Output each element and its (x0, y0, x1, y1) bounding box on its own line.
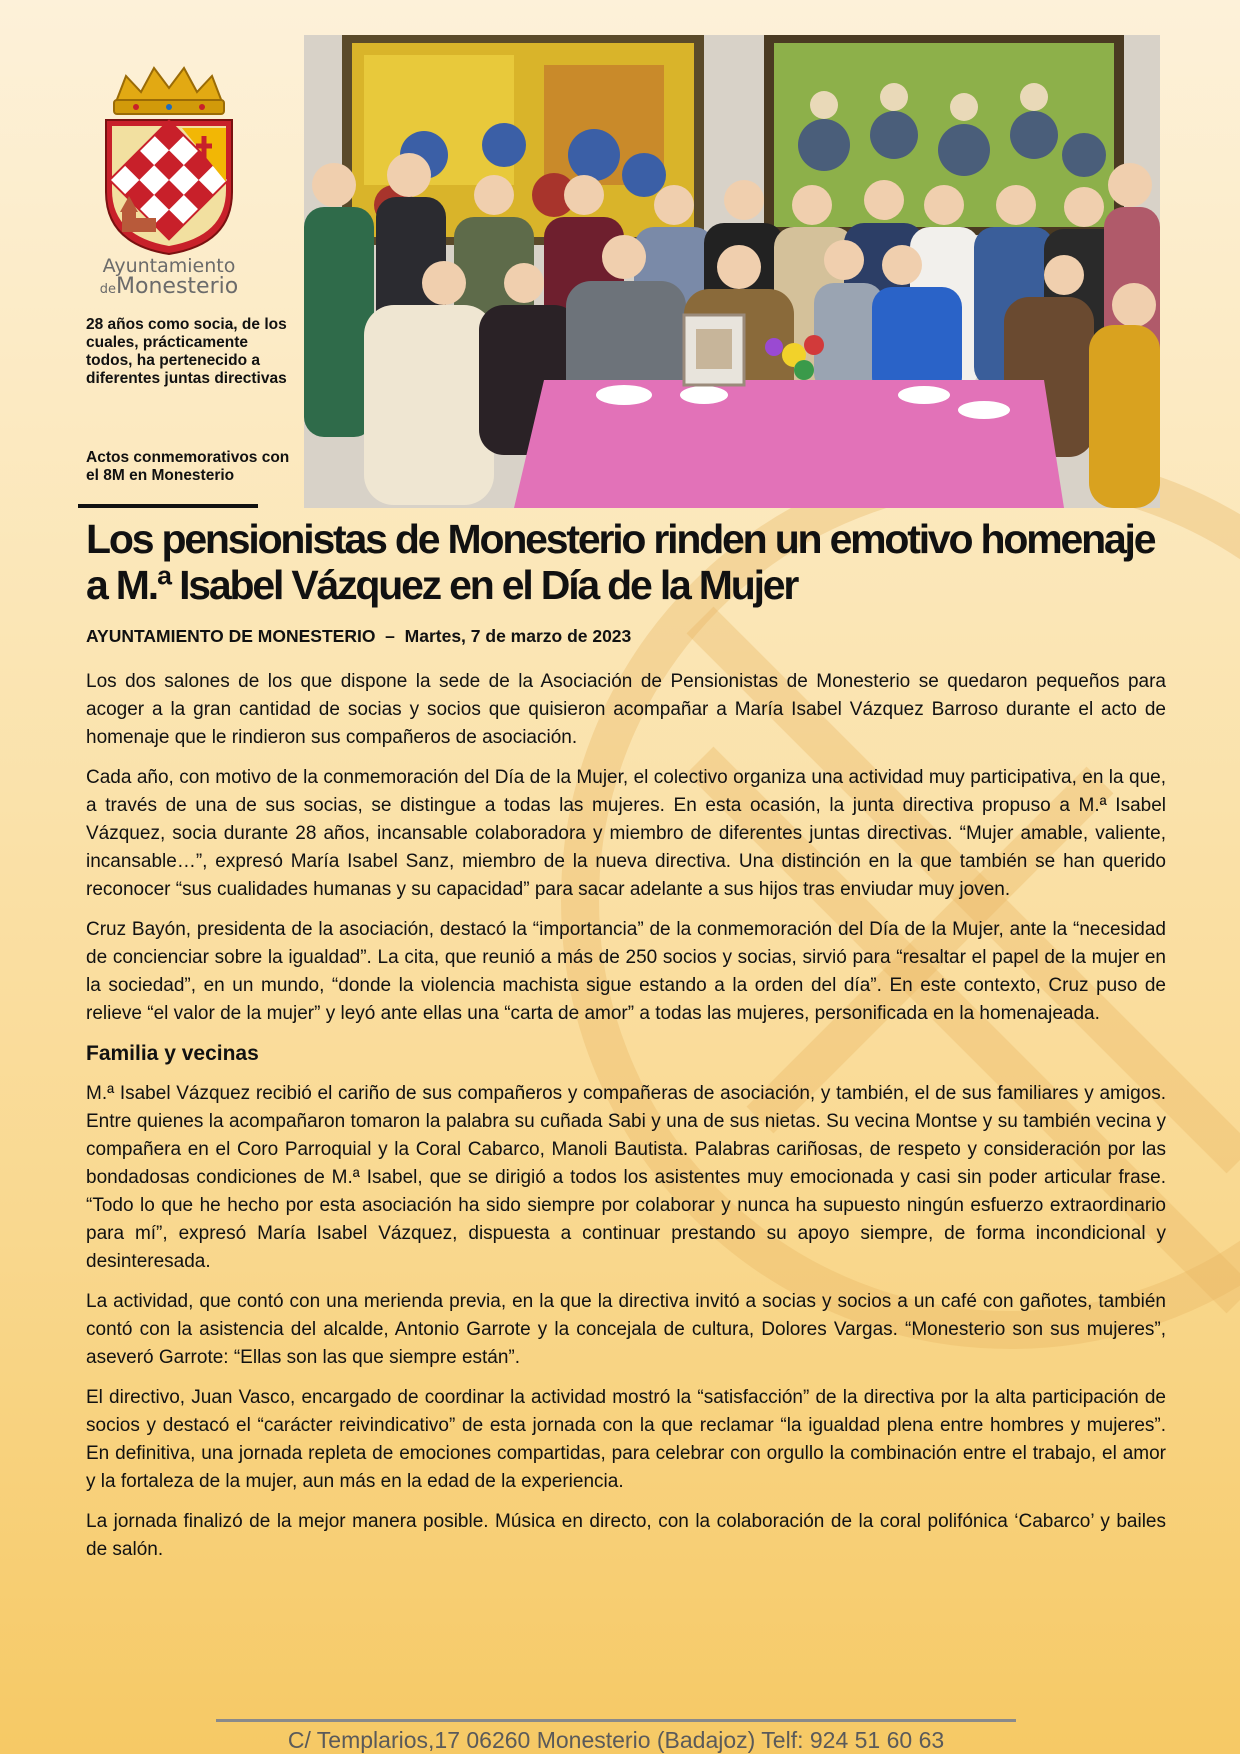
article-paragraph: El directivo, Juan Vasco, encargado de coordinar la actividad mostró la “satisfacción” de la directiva por la alta participación de socios y destacó el “carácter reivindicativo” de esta jornada con la que reclamar “la igualdad plena entre hombres y mujeres”. En definitiva, una jornada repleta de emociones compartidas, para celebrar con orgullo la combinación entre el trabajo, el amor y la fortaleza de la mujer, aun más en la edad de la experiencia. (86, 1387, 1166, 1492)
group-photo (304, 35, 1160, 508)
article-paragraph: La jornada finalizó de la mejor manera posible. Música en directo, con la colaboración de la coral polifónica ‘Cabarco’ y bailes de salón. (86, 1511, 1166, 1560)
article-body (86, 668, 1166, 1576)
article-source: AYUNTAMIENTO DE MONESTERIO (86, 626, 376, 646)
sidebar-divider (78, 504, 258, 508)
article-byline (86, 626, 631, 647)
article-paragraph: La actividad, que contó con una merienda previa, en la que la directiva invitó a socias y socios a un café con gañotes, también contó con la asistencia del alcalde, Antonio Garrote y la concejala de cultura, Dolores Vargas. “Monesterio son sus mujeres”, aseveró Garrote: “Ellas son las que siempre están”. (86, 1291, 1166, 1368)
sidebar-note-years: 28 años como socia, de los cuales, prácticamente todos, ha pertenecido a diferentes juntas directivas (86, 316, 287, 387)
byline-separator: – (385, 626, 395, 646)
article-paragraph: Cruz Bayón, presidenta de la asociación, destacó la “importancia” de la conmemoración del Día de la Mujer, ante la “necesidad de concienciar sobre la igualdad”. La cita, que reunió a más de 250 socios y socias, sirvió para “resaltar el papel de la mujer en la sociedad”, en un mundo, “donde la violencia machista sigue estando a la orden del día”. En este contexto, Cruz puso de relieve “el valor de la mujer” y leyó ante ellas una “carta de amor” a todas las mujeres, personificada en la homenajeada. (86, 919, 1166, 1024)
logo-line-monesterio: Monesterio (116, 274, 239, 299)
coat-of-arms-icon (96, 62, 242, 257)
logo-wordmark (96, 257, 242, 298)
sidebar-note-acts: Actos conmemorativos con el 8M en Monesterio (86, 449, 290, 484)
article-paragraph: Los dos salones de los que dispone la sede de la Asociación de Pensionistas de Monesterio se quedaron pequeños para acoger a la gran cantidad de socias y socios que quisieron acompañar a María Isabel Vázquez Barroso durante el acto de homenaje que le rindieron sus compañeros de asociación. (86, 671, 1166, 748)
municipal-logo (96, 62, 242, 298)
article-date: Martes, 7 de marzo de 2023 (404, 626, 632, 646)
logo-line-ayuntamiento: Ayuntamiento (102, 255, 236, 277)
article-paragraph: M.ª Isabel Vázquez recibió el cariño de sus compañeros y compañeras de asociación, y también, el de sus familiares y amigos. Entre quienes la acompañaron tomaron la palabra su cuñada Sabi y una de sus nietas. Su vecina Montse y su también vecina y compañera en el Coro Parroquial y la Coral Cabarco, Manoli Bautista. Palabras cariñosas, de respeto y consideración por las bondadosas condiciones de M.ª Isabel, que se dirigió a todos los asistentes muy emocionada y casi sin poder articular frase. “Todo lo que he hecho por esta asociación ha sido siempre por colaborar y nunca ha supuesto ningún esfuerzo extraordinario para mí”, expresó María Isabel Vázquez, dispuesta a continuar prestando su apoyo siempre, de forma incondicional y desinteresada. (86, 1083, 1166, 1272)
article-subheading: Familia y vecinas (86, 1042, 259, 1065)
article-headline: Los pensionistas de Monesterio rinden un emotivo homenaje a M.ª Isabel Vázquez en el Día de la Mujer (86, 516, 1155, 608)
footer-address: C/ Templarios,17 06260 Monesterio (Badajoz) Telf: 924 51 60 63 (287, 1727, 945, 1753)
article-paragraph: Cada año, con motivo de la conmemoración del Día de la Mujer, el colectivo organiza una actividad muy participativa, en la que, a través de una de sus socias, se distingue a todas las mujeres. En esta ocasión, la junta directiva propuso a M.ª Isabel Vázquez, socia durante 28 años, incansable colaboradora y miembro de diferentes juntas directivas. “Mujer amable, valiente, incansable…”, expresó María Isabel Sanz, miembro de la nueva directiva. Una distinción en la que también se han querido reconocer “sus cualidades humanas y su capacidad” para sacar adelante a sus hijos tras enviudar muy joven. (86, 767, 1166, 900)
logo-line-de: de (99, 282, 117, 297)
footer-divider (216, 1719, 1016, 1722)
group-photo-image (304, 35, 1160, 508)
